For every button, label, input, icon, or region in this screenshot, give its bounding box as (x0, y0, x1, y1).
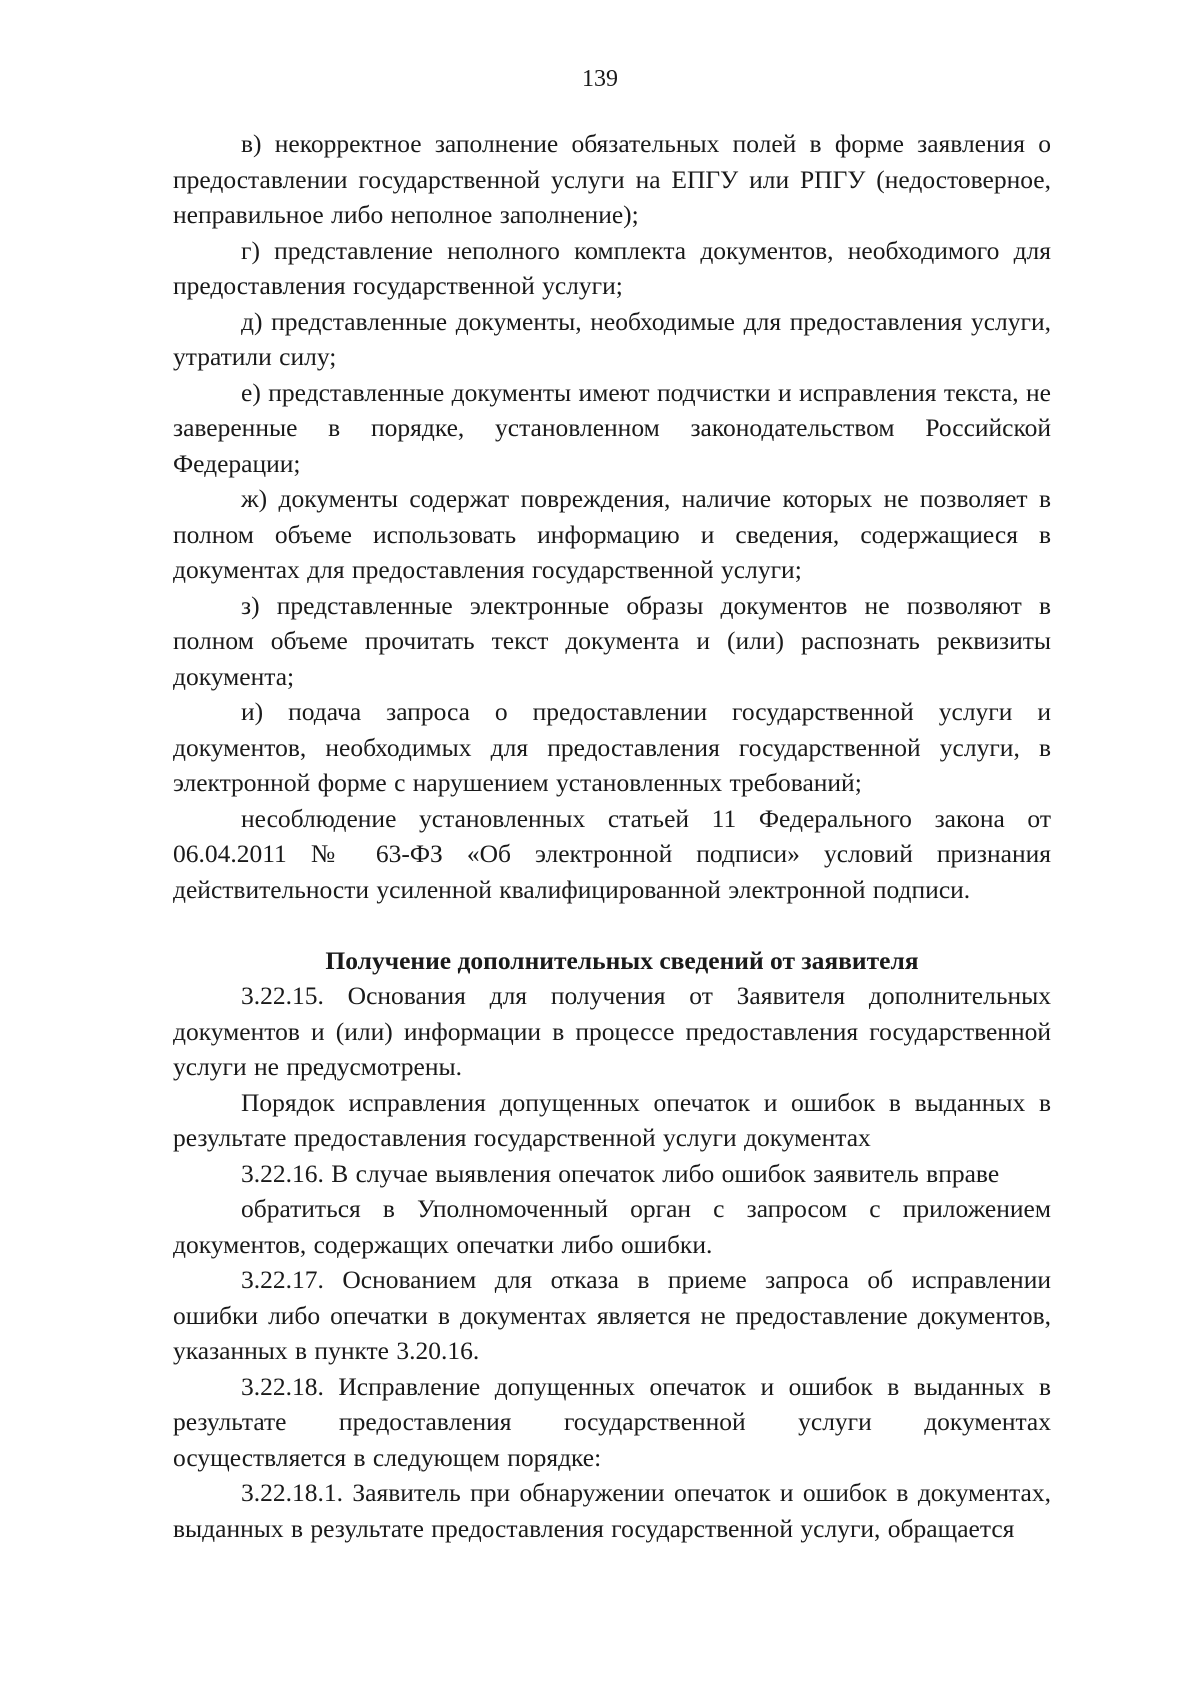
paragraph-item-d: д) представленные документы, необходимые для предоставления услуги, утратили силу; (173, 306, 1051, 371)
page-number: 139 (582, 66, 618, 92)
paragraph-3-22-16: 3.22.16. В случае выявления опечаток либо ошибок заявитель вправе (241, 1158, 1000, 1188)
paragraph-item-zh: ж) документы содержат повреждения, наличие которых не позволяет в полном объеме использовать информацию и сведения, содержащиеся в документах для предоставления государственной услуги; (173, 484, 1051, 584)
paragraph-item-g: г) представление неполного комплекта документов, необходимого для предоставления государственной услуги; (173, 235, 1051, 300)
paragraph-item-v: в) некорректное заполнение обязательных полей в форме заявления о предоставлении государственной услуги на ЕПГУ или РПГУ (недостоверное, неправильное либо неполное заполнение); (173, 129, 1051, 229)
paragraph-signature-requirement: несоблюдение установленных статьей 11 Федерального закона от 06.04.2011 № 63-ФЗ «Об электронной подписи» условий признания действительности усиленной квалифицированной электронной подписи. (173, 803, 1051, 904)
document-body (173, 126, 1051, 1546)
paragraph-3-22-17: 3.22.17. Основанием для отказа в приеме запроса об исправлении ошибки либо опечатки в документах является не предоставление документов, указанных в пункте 3.20.16. (173, 1265, 1051, 1365)
paragraph-3-22-15: 3.22.15. Основания для получения от Заявителя дополнительных документов и (или) информации в процессе предоставления государственной услуги не предусмотрены. (173, 981, 1051, 1081)
paragraph-item-e: е) представленные документы имеют подчистки и исправления текста, не заверенные в порядке, установленном законодательством Российской Федерации; (173, 377, 1051, 478)
paragraph-correction-procedure: Порядок исправления допущенных опечаток и ошибок в выданных в результате предоставления государственной услуги документах (173, 1087, 1051, 1152)
section-heading: Получение дополнительных сведений от заявителя (325, 946, 919, 975)
paragraph-3-22-18: 3.22.18. Исправление допущенных опечаток и ошибок в выданных в результате предоставления государственной услуги документах осуществляется в следующем порядке: (173, 1371, 1051, 1472)
paragraph-item-z: з) представленные электронные образы документов не позволяют в полном объеме прочитать текст документа и (или) распознать реквизиты документа; (173, 590, 1051, 691)
paragraph-3-22-18-1: 3.22.18.1. Заявитель при обнаружении опечаток и ошибок в документах, выданных в результате предоставления государственной услуги, обращается (173, 1478, 1051, 1543)
paragraph-3-22-16-continued: обратиться в Уполномоченный орган с запросом с приложением документов, содержащих опечатки либо ошибки. (173, 1194, 1051, 1259)
paragraph-item-i: и) подача запроса о предоставлении государственной услуги и документов, необходимых для предоставления государственной услуги, в электронной форме с нарушением установленных требований; (173, 697, 1051, 797)
